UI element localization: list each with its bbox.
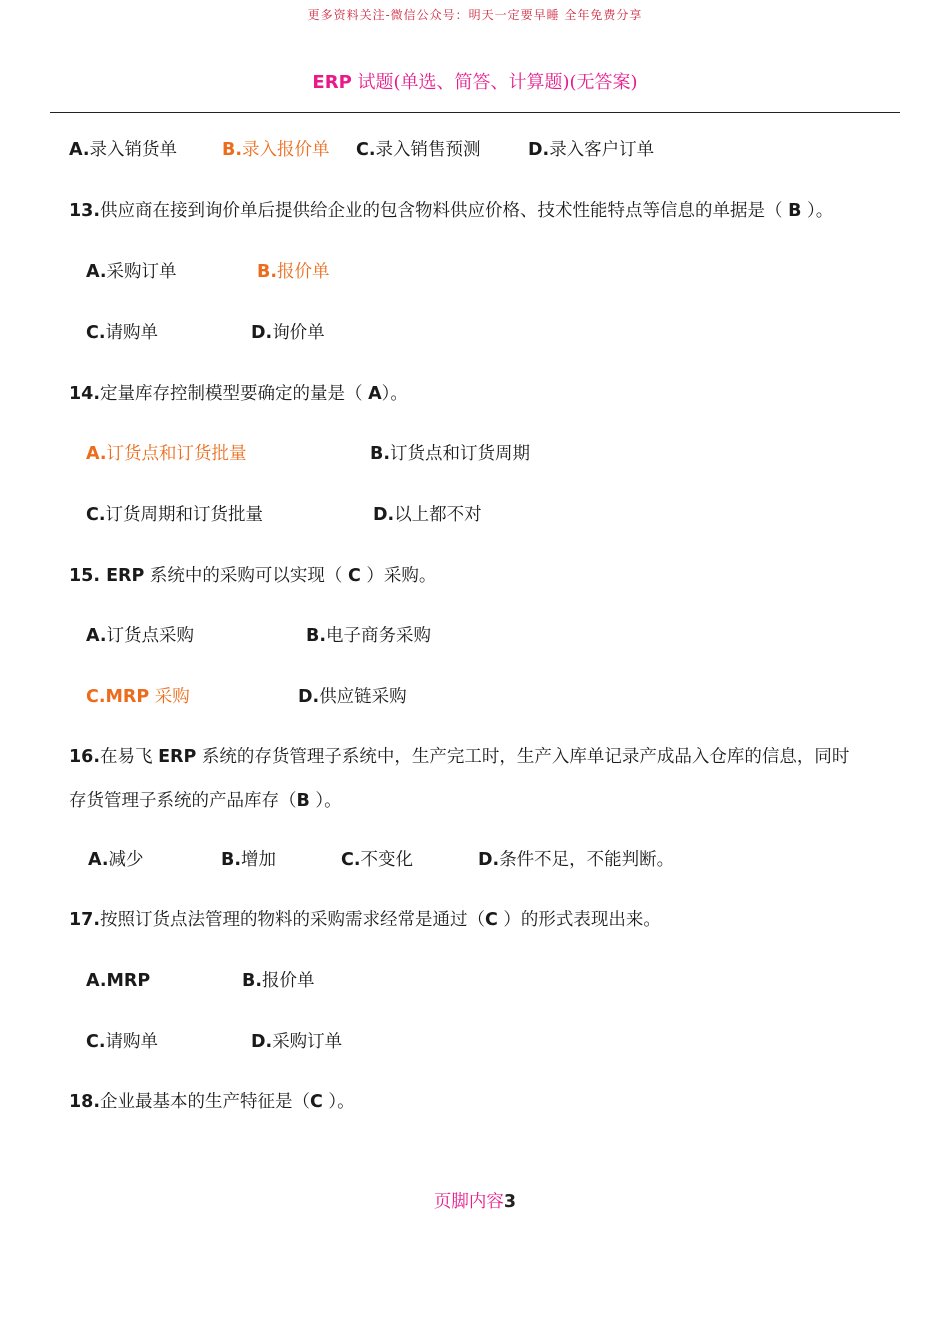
title-text: 试题(单选、简答、计算题)(无答案) bbox=[351, 72, 638, 93]
document-title bbox=[0, 68, 950, 94]
q16-option-a: A.减少 bbox=[88, 850, 144, 870]
page-footer bbox=[0, 1188, 950, 1213]
q13-option-b: B.报价单 bbox=[257, 262, 330, 282]
q16-option-c: C.不变化 bbox=[341, 850, 413, 870]
q15-option-c: C.MRP 采购 bbox=[86, 687, 190, 707]
header-divider bbox=[50, 112, 900, 113]
answer-14: A bbox=[368, 384, 382, 404]
q13-option-c: C.请购单 bbox=[86, 323, 158, 343]
answer-16: B bbox=[296, 791, 310, 811]
answer-15: C bbox=[347, 566, 361, 586]
q14-option-b: B.订货点和订货周期 bbox=[370, 444, 530, 464]
question-15: 15. ERP 系统中的采购可以实现（ C ）采购。 bbox=[69, 566, 437, 586]
title-bold: ERP bbox=[312, 72, 352, 93]
answer-13: B bbox=[788, 201, 802, 221]
q16-option-b: B.增加 bbox=[221, 850, 276, 870]
q14-option-c: C.订货周期和订货批量 bbox=[86, 505, 263, 525]
footer-text: 页脚内容 bbox=[433, 1192, 504, 1212]
q17-option-d: D.采购订单 bbox=[251, 1032, 343, 1052]
question-16-line-2: 存货管理子系统的产品库存（B ）。 bbox=[69, 791, 342, 811]
q16-option-d: D.条件不足，不能判断。 bbox=[478, 850, 675, 870]
q12-option-a: A.录入销货单 bbox=[69, 140, 178, 160]
q12-option-c: C.录入销售预测 bbox=[356, 140, 481, 160]
answer-18: C bbox=[310, 1092, 323, 1112]
answer-17: C bbox=[485, 910, 498, 930]
q12-option-b: B.录入报价单 bbox=[222, 140, 330, 160]
q15-option-a: A.订货点采购 bbox=[86, 626, 195, 646]
q15-option-d: D.供应链采购 bbox=[298, 687, 407, 707]
question-17: 17.按照订货点法管理的物料的采购需求经常是通过（C ）的形式表现出来。 bbox=[69, 910, 661, 930]
question-16-line-1: 16.在易飞 ERP 系统的存货管理子系统中，生产完工时，生产入库单记录产成品入仓库的信息，同时 bbox=[69, 747, 850, 767]
q12-option-d: D.录入客户订单 bbox=[528, 140, 655, 160]
q13-option-d: D.询价单 bbox=[251, 323, 325, 343]
q17-option-c: C.请购单 bbox=[86, 1032, 158, 1052]
q15-option-b: B.电子商务采购 bbox=[306, 626, 431, 646]
q17-option-b: B.报价单 bbox=[242, 971, 315, 991]
top-note: 更多资料关注-微信公众号：明天一定要早睡 全年免费分享 bbox=[307, 8, 643, 22]
q14-option-a: A.订货点和订货批量 bbox=[86, 444, 247, 464]
question-13: 13.供应商在接到询价单后提供给企业的包含物料供应价格、技术性能特点等信息的单据是（ B ）。 bbox=[69, 201, 834, 221]
q14-option-d: D.以上都不对 bbox=[373, 505, 482, 525]
q13-option-a: A.采购订单 bbox=[86, 262, 177, 282]
q17-option-a: A.MRP bbox=[86, 971, 151, 991]
question-14: 14.定量库存控制模型要确定的量是（ A）。 bbox=[69, 384, 408, 404]
page-number: 3 bbox=[503, 1192, 517, 1212]
question-18: 18.企业最基本的生产特征是（C ）。 bbox=[69, 1092, 355, 1112]
